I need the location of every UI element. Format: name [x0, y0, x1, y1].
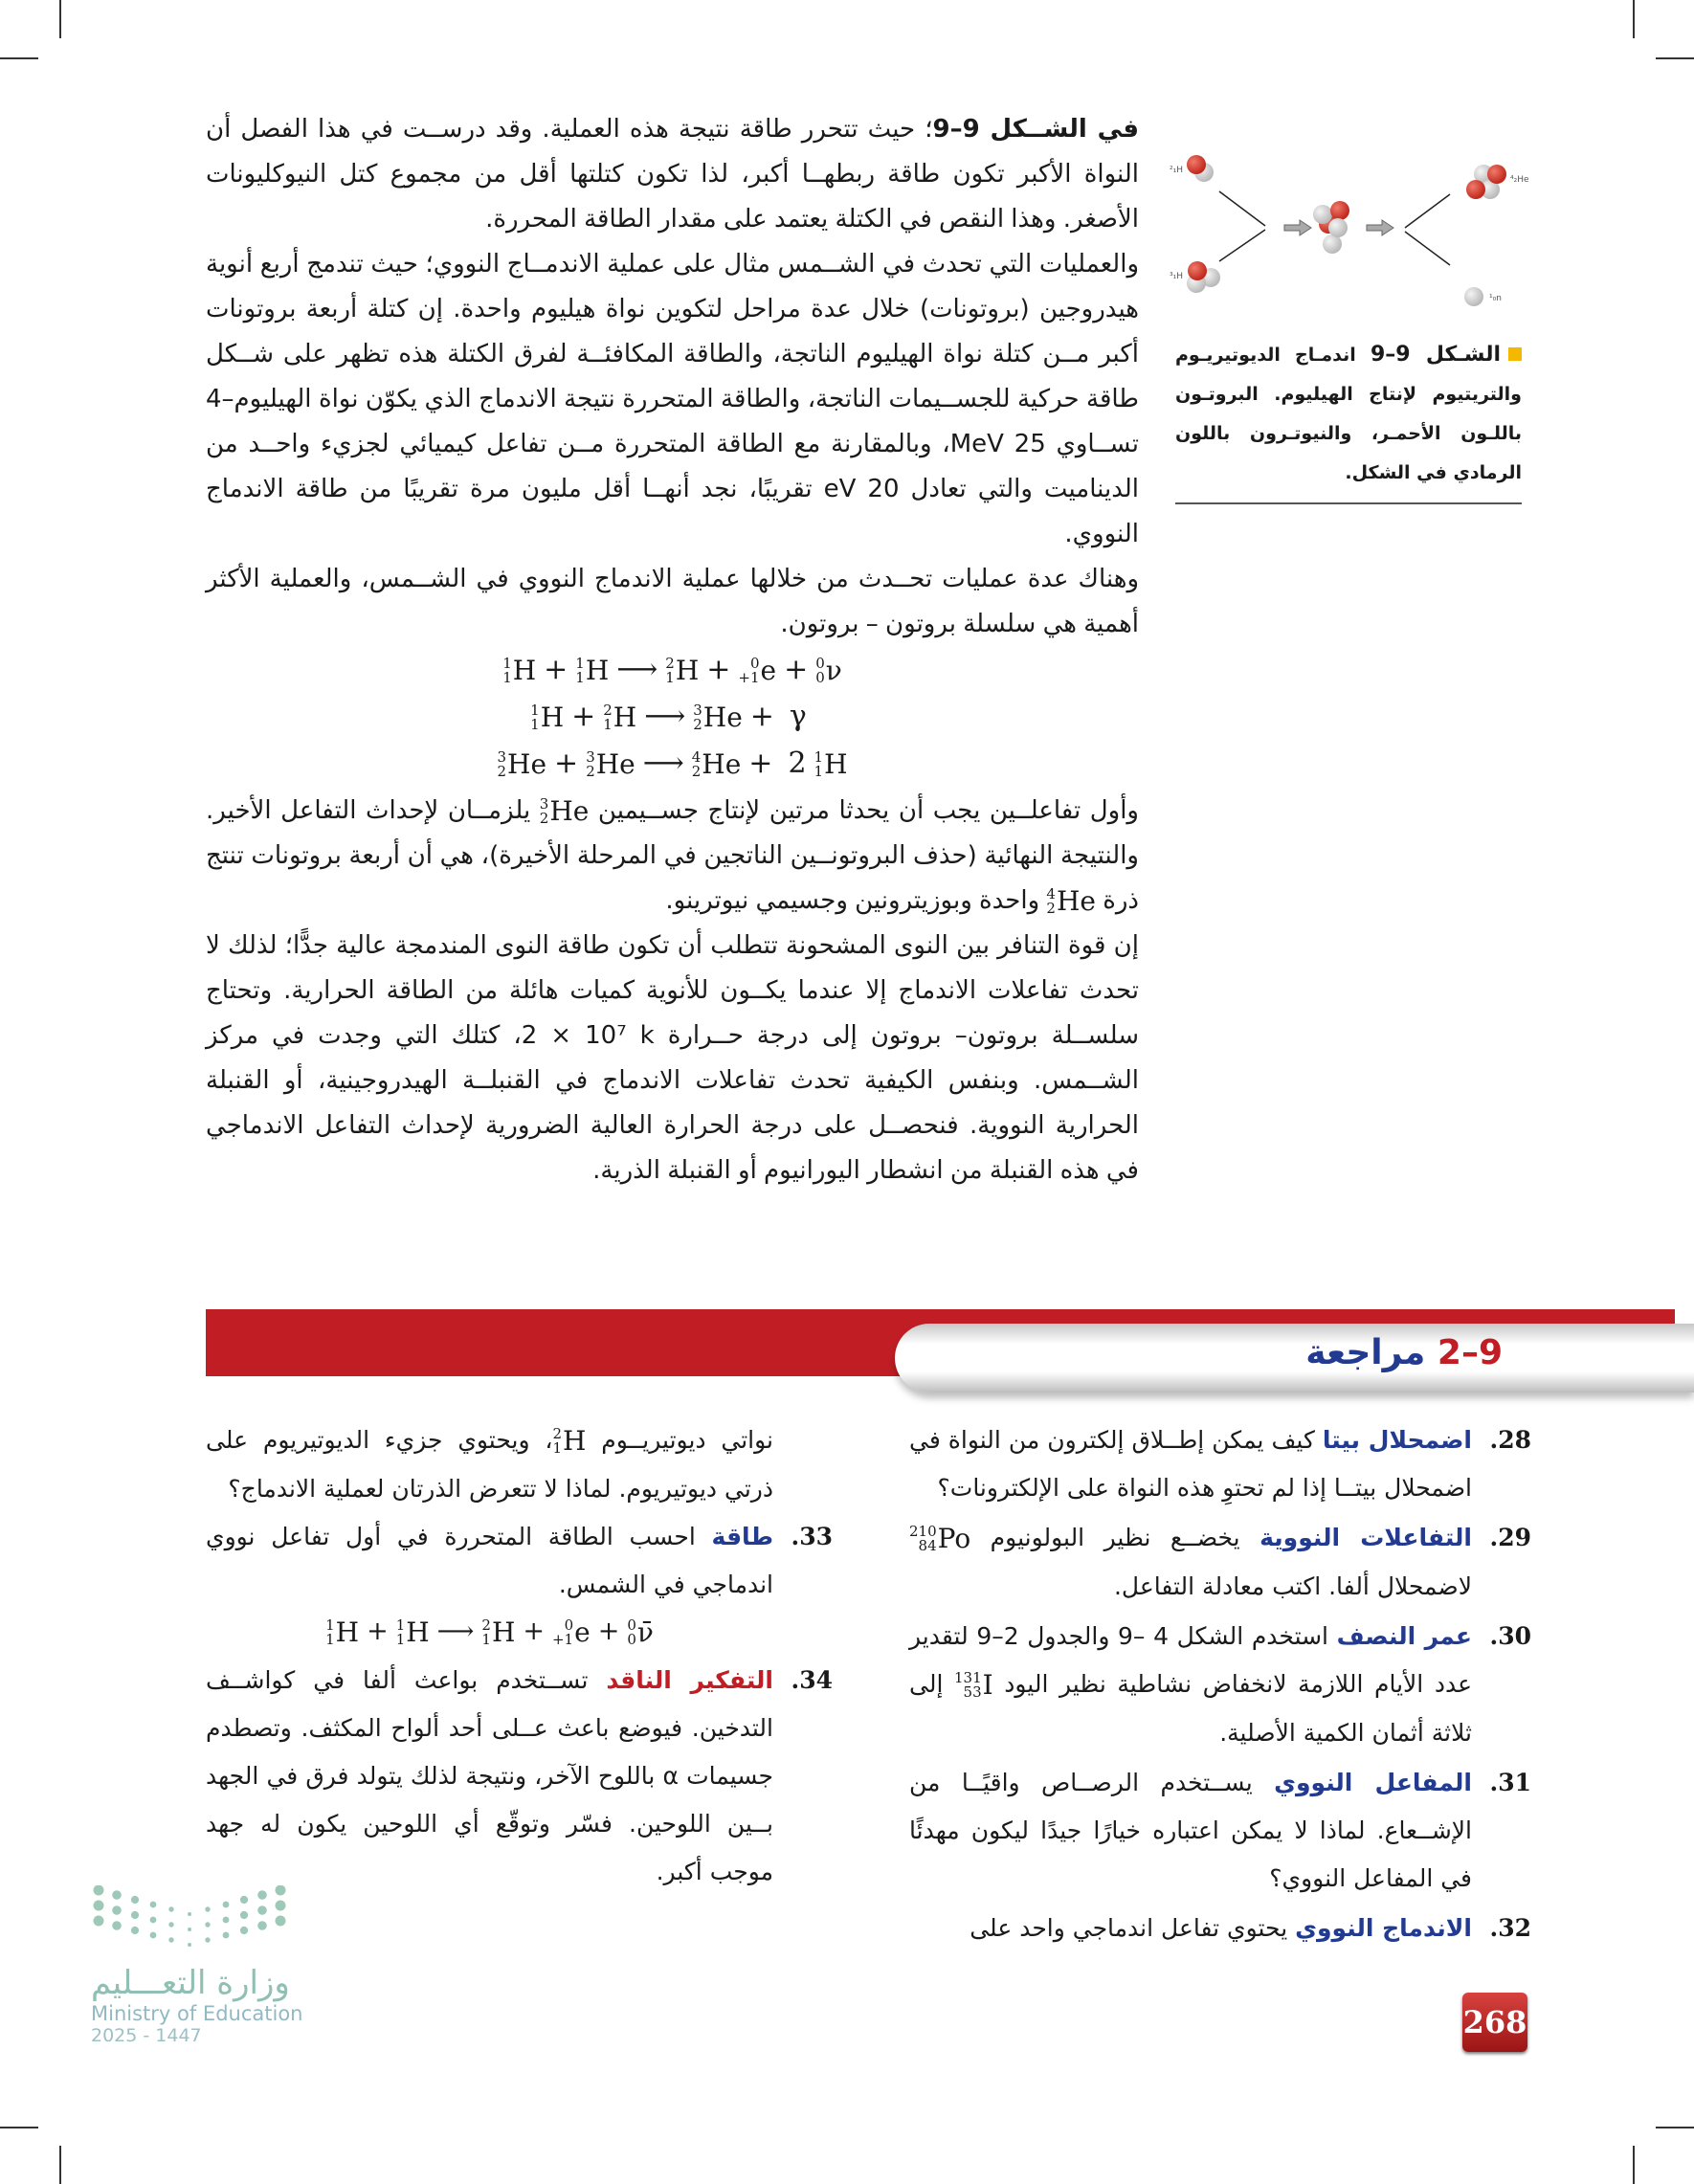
text: إن قوة التنافر بين النوى المشحونة تتطلب أن تكون طاقة النوى المندمجة عالية جدًّا؛ لذلك لا تحدث تفاعلات الاندماج إلا عندما يكــون للأنوية كميات هائلة من الطاقة الحرارية. وتحتاج سلســلة بروتون– بروتون إلى درجة حــرارة: [206, 931, 1140, 1050]
equation-operator: +: [749, 700, 774, 733]
question-keyword: عمر النصف: [1336, 1622, 1472, 1650]
equation-operator: +: [554, 747, 579, 780]
question-text: ، ويحتوي جزيء الديوتيريوم على ذرتي ديوتيريوم. لماذا لا تتعرض الذرتان لعملية الاندماج؟: [206, 1426, 773, 1503]
question-28: [909, 1416, 1531, 1512]
question-text: لاضمحلال ألفا. اكتب معادلة التفاعل.: [1113, 1572, 1472, 1600]
element-symbol: He: [702, 702, 743, 733]
arrow: [1219, 230, 1265, 261]
question-text: استخدم الشكل 4 –9 والجدول 2–9 لتقدير عدد الأيام اللازمة لانخفاض نشاطية نظير اليود: [909, 1622, 1472, 1698]
atomic-number: 1: [502, 669, 512, 686]
atomic-number: 1: [395, 1630, 406, 1648]
logo-dot: [94, 1885, 104, 1896]
nuclide-indices: [325, 1618, 335, 1647]
mass-number: 2: [481, 1616, 491, 1634]
atomic-number: 2: [1046, 899, 1056, 917]
equation-operator: +: [784, 653, 809, 686]
logo-dot: [205, 1906, 210, 1911]
mass-number: 3: [497, 748, 507, 766]
atomic-number: 1: [575, 669, 585, 686]
question-30: [909, 1613, 1531, 1757]
atomic-number: 0: [815, 669, 825, 686]
question-number: 34.: [791, 1666, 833, 1694]
figure-caption: [1175, 335, 1522, 493]
equation-operator: ⟶: [644, 700, 686, 733]
logo-dot: [150, 1902, 157, 1908]
nuclide: [530, 695, 564, 741]
equation-operator: +: [597, 1616, 620, 1646]
logo-year: 2025 - 1447: [91, 2025, 202, 2046]
question-keyword: اضمحلال بيتا: [1322, 1426, 1472, 1454]
mass-number: 0: [564, 1616, 574, 1634]
nuclide: [738, 648, 776, 694]
logo-dot: [131, 1911, 139, 1919]
element-symbol: H: [562, 1425, 587, 1457]
logo-dot: [223, 1902, 230, 1908]
nuclide: [909, 1515, 970, 1563]
logo-dot: [205, 1937, 210, 1942]
atomic-number: +1: [551, 1630, 574, 1648]
mass-number: 1: [325, 1616, 335, 1634]
atomic-number: 2: [539, 809, 549, 827]
caption-label: الشـكل 9–9: [1370, 343, 1501, 367]
element-symbol: He: [702, 748, 742, 780]
crop-mark: [1633, 0, 1635, 38]
logo-dot: [276, 1885, 286, 1896]
paragraph: والعمليات التي تحدث في الشــمس مثال على عملية الاندمــاج النووي؛ حيث تندمج أربع أنوية هيدروجين (بروتونات) خلال عدة مراحل لتكوين نواة هيليوم واحدة. إن كتلة أربعة بروتونات أكبر مــن كتلة نواة الهيليوم الناتجة، والطاقة المكافئــة لفرق الكتلة هذه تظهر على شــكل طاقة حركية للجســيمات الناتجة، والطاقة المتحررة نتيجة الاندماج الذي يكوّن نواة الهيليوم–4 تســاوي 25 MeV، وبالمقارنة مع الطاقة المتحررة مــن تفاعل كيميائي لجزيء واحــد من الديناميت والتي تعادل 20 eV تقريبًا، نجد أنهــا أقل مليون مرة تقريبًا من طاقة الاندماج النووي.: [206, 250, 1140, 548]
atomic-number: +1: [738, 669, 760, 686]
logo-dot: [188, 1912, 191, 1916]
nuclide: [692, 742, 742, 788]
equation-operator: ⟶: [616, 653, 658, 686]
logo-dot: [257, 1921, 267, 1930]
mass-number: 2: [665, 655, 675, 672]
question-29: [909, 1514, 1531, 1611]
nuclide-indices: [396, 1618, 406, 1647]
logo-dot: [94, 1901, 104, 1911]
section-number: 9–2: [1437, 1333, 1503, 1372]
nuclide: [481, 1610, 515, 1656]
logo-dot: [257, 1890, 267, 1900]
helium-nucleus: [1466, 165, 1529, 199]
element-symbol: H: [335, 1616, 360, 1648]
equation-operator: γ: [789, 700, 807, 733]
equation-operator: ⟶: [642, 747, 684, 780]
equation: [206, 647, 1139, 693]
nuclide: [575, 648, 609, 694]
logo-dot: [131, 1896, 139, 1904]
equation: [206, 1609, 773, 1655]
element-symbol: H: [824, 748, 848, 780]
temperature-value: 2 × 10⁷ k: [521, 1021, 655, 1050]
question-keyword: التفاعلات النووية: [1259, 1524, 1472, 1551]
logo-dot: [240, 1896, 248, 1904]
atomic-number: 53: [963, 1683, 982, 1701]
nuclide-indices: [552, 1427, 562, 1456]
element-symbol: He: [1056, 885, 1096, 917]
mass-number: 0: [749, 655, 760, 672]
mass-number: 3: [539, 794, 549, 813]
paragraph: [206, 924, 1139, 1193]
element-symbol: ν̄: [636, 1616, 654, 1648]
nuclide-indices: [909, 1525, 937, 1553]
paragraph: [206, 107, 1139, 242]
element-symbol: H: [585, 655, 610, 686]
caption-rule: [1175, 502, 1522, 504]
nuclide: [552, 1610, 591, 1656]
caption-text: اندمـاج الديوتيريـوم والتريتيوم لإنتاج الهيليوم.: [1175, 345, 1522, 405]
equation-operator: +: [544, 653, 568, 686]
nuclide-indices: [665, 657, 675, 685]
equation-operator: +: [748, 747, 773, 780]
tritium-label: ³₁H: [1170, 272, 1183, 281]
question-text: تســتخدم بواعث ألفا في كواشــف التدخين. فيوضع باعث عــلى أحد ألواح المكثف. وتصطدم جسيمات α باللوح الآخر، ونتيجة لذلك يتولد فرق في الجهد بــين اللوحين. فسّر وتوقّع أي اللوحين يكون له جهد موجب أكبر.: [206, 1666, 773, 1885]
mass-number: 0: [815, 655, 825, 672]
logo-dot: [223, 1932, 230, 1939]
nuclide-indices: [552, 1618, 573, 1647]
atomic-number: 1: [665, 669, 675, 686]
crop-mark: [59, 2146, 61, 2184]
logo-dot: [240, 1911, 248, 1919]
question-number: 33.: [791, 1523, 833, 1550]
deuterium-label: ²₁H: [1170, 166, 1183, 175]
logo-dot: [94, 1916, 104, 1927]
nuclide-indices: [575, 657, 585, 685]
logo-dot: [188, 1943, 191, 1947]
arrow: [1405, 194, 1450, 228]
nuclide-indices: [1046, 884, 1056, 917]
atomic-number: 2: [691, 763, 702, 780]
neutron-label: ¹₀n: [1489, 294, 1502, 303]
question-keyword: الاندماج النووي: [1295, 1914, 1472, 1942]
nuclide-indices: [738, 657, 759, 685]
question-keyword: طاقة: [711, 1523, 773, 1550]
question-31: [909, 1759, 1531, 1903]
question-number: 29.: [1489, 1524, 1531, 1551]
mass-number: 1: [395, 1616, 406, 1634]
caption-square-icon: [1508, 347, 1522, 361]
element-symbol: Po: [937, 1523, 971, 1554]
logo-dot: [150, 1932, 157, 1939]
fusion-diagram: [1158, 153, 1541, 325]
logo-dot: [112, 1921, 122, 1930]
atomic-number: 2: [497, 763, 507, 780]
nuclide: [627, 1610, 654, 1656]
equation-operator: +: [571, 700, 596, 733]
atomic-number: 84: [918, 1537, 937, 1554]
equation-operator: +: [706, 653, 731, 686]
logo-dot: [168, 1937, 173, 1942]
helium-label: ⁴₂He: [1510, 175, 1529, 185]
question-text: كيف يمكن إطــلاق إلكترون من النواة في اضمحلال بيتــا إذا لم تحتوِ هذه النواة على الإلكترونات؟: [909, 1426, 1472, 1502]
mass-number: 3: [586, 748, 595, 766]
equation-operator: +: [367, 1616, 389, 1646]
logo-dot: [205, 1922, 210, 1927]
text: واحدة وبوزيترونين وجسيمي نيوترينو.: [665, 886, 1047, 915]
mass-number: 4: [691, 748, 702, 766]
nuclide: [540, 789, 590, 834]
logo-dot: [223, 1917, 230, 1924]
element-symbol: H: [675, 655, 700, 686]
mass-number: 2: [603, 702, 613, 719]
arrow: [1219, 191, 1265, 226]
nuclide-indices: [954, 1671, 982, 1700]
nuclide: [502, 648, 536, 694]
nuclide-indices: [603, 703, 613, 732]
logo-english: Ministry of Education: [91, 2002, 303, 2025]
logo-dot: [112, 1905, 122, 1915]
ministry-logo: [91, 1885, 311, 2046]
question-33: [206, 1513, 833, 1655]
text: ، كتلك التي وجدت في مركز الشــمس. وبنفس الكيفية تحدث تفاعلات الاندماج في القنبلــة الهيدروجينية، أو القنبلة الحرارية النووية. فنحصــل على درجة الحرارة العالية الضرورية لإحداث التفاعل الاندماجي في هذه القنبلة من انشطار اليورانيوم أو القنبلة الذرية.: [206, 1021, 1139, 1185]
nuclide: [954, 1661, 993, 1709]
equations: [206, 647, 1139, 789]
nuclide: [603, 695, 636, 741]
logo-dot: [150, 1917, 157, 1924]
logo-dot: [276, 1901, 286, 1911]
compound-nucleus: [1313, 201, 1349, 254]
element-symbol: ν: [825, 655, 842, 686]
element-symbol: H: [540, 702, 565, 733]
text: يلزمــان لإحداث التفاعل الأخير. والنتيجة النهائية (حذف البروتونــين الناتجين في المرحلة الأخيرة)، هي أن أربعة بروتونات تنتج ذرة: [206, 796, 1139, 915]
question-text: نواتي ديوتيريــوم: [586, 1426, 774, 1454]
mass-number: 1: [530, 702, 540, 719]
equation: [206, 741, 1139, 787]
arrow: [1405, 232, 1450, 265]
atomic-number: 1: [481, 1630, 491, 1648]
nuclide: [552, 1417, 586, 1465]
atomic-number: 2: [693, 716, 702, 733]
logo-dot: [168, 1922, 173, 1927]
logo-dot: [188, 1928, 191, 1931]
logo-dots-icon: [91, 1885, 297, 1952]
mass-number: 3: [693, 702, 702, 719]
nuclide: [693, 695, 743, 741]
mass-number: 210: [909, 1523, 937, 1540]
review-title: [1305, 1333, 1503, 1372]
nuclide-indices: [814, 750, 824, 779]
tritium-nucleus: [1170, 261, 1220, 293]
question-32-continued: [206, 1416, 833, 1513]
paragraph-text: ؛ حيث تتحرر طاقة نتيجة هذه العملية. وقد درســت في هذا الفصل أن النواة الأكبر تكون طاقة ربطهــا أكبر، لذا تكون كتلتها أقل من مجموع كتل النيوكليونات الأصغر. وهذا النقص في الكتلة يعتمد على مقدار الطاقة المحررة.: [206, 115, 1139, 234]
equation-operator: +: [523, 1616, 545, 1646]
question-text: يســتخدم الرصــاص واقيًــا من الإشــعاع. لماذا لا يمكن اعتباره خيارًا جيدًا ليكون مهدئًا في المفاعل النووي؟: [909, 1769, 1472, 1892]
mass-number: 2: [552, 1425, 562, 1442]
element-symbol: H: [406, 1616, 430, 1648]
logo-dot: [131, 1927, 139, 1934]
review-questions-right: [909, 1416, 1531, 1954]
mass-number: 131: [953, 1669, 982, 1686]
section-title: مراجعة: [1305, 1333, 1426, 1372]
element-symbol: H: [512, 655, 537, 686]
nuclide: [815, 648, 842, 694]
atomic-number: 1: [603, 716, 613, 733]
atomic-number: 1: [530, 716, 540, 733]
nuclide-indices: [627, 1618, 636, 1647]
equation-operator: 2: [788, 747, 807, 780]
nuclide-indices: [530, 703, 540, 732]
question-keyword: المفاعل النووي: [1274, 1769, 1472, 1796]
main-text: [206, 107, 1139, 1193]
logo-dot: [276, 1916, 286, 1927]
atomic-number: 0: [627, 1630, 636, 1648]
nuclide-indices: [693, 703, 702, 732]
atomic-number: 1: [552, 1439, 562, 1457]
element-symbol: He: [507, 748, 547, 780]
crop-mark: [1656, 57, 1694, 59]
nuclide: [665, 648, 699, 694]
nuclide: [396, 1610, 430, 1656]
atomic-number: 2: [586, 763, 595, 780]
mass-number: 4: [1046, 884, 1056, 903]
nuclide-indices: [815, 657, 825, 685]
crop-mark: [59, 0, 61, 38]
question-32: [909, 1905, 1531, 1952]
mass-number: 0: [627, 1616, 636, 1634]
crop-mark: [0, 57, 38, 59]
nuclide-indices: [498, 750, 507, 779]
question-text: يخضــع نظير البولونيوم: [970, 1524, 1260, 1551]
nuclide: [498, 742, 547, 788]
question-text: يحتوي تفاعل اندماجي واحد على: [970, 1914, 1296, 1942]
nuclide: [814, 742, 848, 788]
equation: [206, 694, 1139, 740]
caption-note: البروتـون باللـون الأحمـر، والنيوتـرون باللون الرمادي في الشكل.: [1175, 384, 1522, 483]
crop-mark: [1633, 2146, 1635, 2184]
element-symbol: H: [491, 1616, 516, 1648]
paragraph: [206, 789, 1139, 924]
element-symbol: He: [595, 748, 635, 780]
arrow-icon: [1367, 220, 1393, 235]
text: وأول تفاعلــين يجب أن يحدثا مرتين لإنتاج جســيمين: [589, 796, 1139, 825]
nuclide-indices: [539, 794, 549, 827]
question-number: 28.: [1489, 1426, 1531, 1454]
logo-dot: [240, 1927, 248, 1934]
logo-dot: [257, 1905, 267, 1915]
question-number: 31.: [1489, 1769, 1531, 1796]
question-number: 30.: [1489, 1622, 1531, 1650]
nuclide-indices: [502, 657, 512, 685]
question-text: احسب الطاقة المتحررة في أول تفاعل نووي اندماجي في الشمس.: [206, 1523, 773, 1598]
nuclide: [325, 1610, 359, 1656]
logo-dot: [168, 1906, 173, 1911]
element-symbol: e: [760, 655, 777, 686]
figure-reference: في الشــكل 9–9: [932, 115, 1139, 144]
atomic-number: 1: [814, 763, 824, 780]
neutron: [1464, 287, 1502, 306]
review-header: [895, 1324, 1694, 1393]
mass-number: 1: [814, 748, 824, 766]
nuclide-indices: [692, 750, 702, 779]
question-34: [206, 1657, 833, 1896]
crop-mark: [0, 2127, 38, 2128]
nuclide: [1046, 879, 1096, 924]
element-symbol: He: [549, 795, 590, 827]
logo-arabic: وزارة التعـــليم: [91, 1964, 290, 2002]
question-number: 32.: [1489, 1914, 1531, 1942]
nuclide: [586, 742, 635, 788]
question-keyword: التفكير الناقد: [606, 1666, 774, 1694]
mass-number: 1: [575, 655, 585, 672]
nuclide-indices: [586, 750, 595, 779]
deuterium-nucleus: [1170, 155, 1214, 182]
equation-operator: ⟶: [436, 1616, 475, 1646]
question-text: إلى ثلاثة أثمان الكمية الأصلية.: [909, 1670, 1472, 1747]
crop-mark: [1656, 2127, 1694, 2128]
element-symbol: I: [982, 1669, 993, 1701]
arrow-icon: [1284, 220, 1311, 235]
page-number: 268: [1462, 1993, 1527, 2052]
element-symbol: H: [613, 702, 637, 733]
paragraph: وهناك عدة عمليات تحــدث من خلالها عملية الاندماج النووي في الشــمس، والعملية الأكثر أهمية هي سلسلة بروتون – بروتون.: [206, 565, 1139, 638]
review-questions-left: [206, 1416, 833, 1898]
element-symbol: e: [574, 1616, 591, 1648]
nuclide-indices: [481, 1618, 491, 1647]
atomic-number: 1: [325, 1630, 335, 1648]
logo-dot: [112, 1890, 122, 1900]
mass-number: 1: [502, 655, 512, 672]
